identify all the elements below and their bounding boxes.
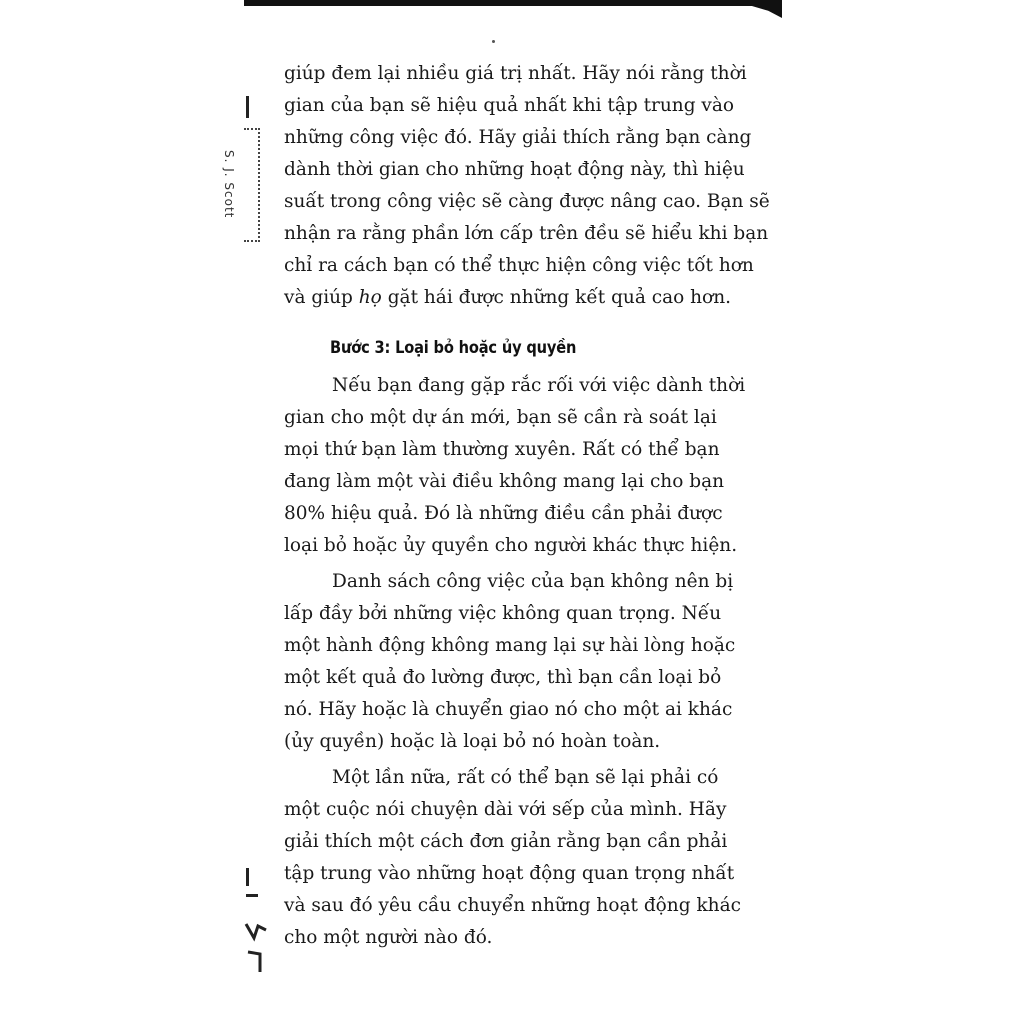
text-segment: và giúp xyxy=(284,287,359,308)
text-line: Một lần nữa, rất có thể bạn sẽ lại phải có xyxy=(332,767,719,788)
paragraph-2 xyxy=(284,566,744,758)
text-line: gian cho một dự án mới, bạn sẽ cần rà soát lại xyxy=(284,407,717,428)
text-line: một cuộc nói chuyện dài với sếp của mình. Hãy xyxy=(284,799,727,820)
text-line: 80% hiệu quả. Đó là những điều cần phải được xyxy=(284,503,723,524)
section-heading: Bước 3: Loại bỏ hoặc ủy quyền xyxy=(330,338,577,358)
paragraph-continued xyxy=(284,58,770,314)
text-line: Danh sách công việc của bạn không nên bị xyxy=(332,571,734,592)
text-line: tập trung vào những hoạt động quan trọng nhất xyxy=(284,863,735,884)
margin-author-label: S. J. Scott xyxy=(222,150,236,219)
text-line: một hành động không mang lại sự hài lòng hoặc xyxy=(284,635,736,656)
text-line xyxy=(284,282,744,314)
page-top-edge xyxy=(244,0,764,6)
text-line: nhận ra rằng phần lớn cấp trên đều sẽ hiểu khi bạn xyxy=(284,223,769,244)
text-line: lấp đầy bởi những việc không quan trọng. Nếu xyxy=(284,603,722,624)
text-line: giúp đem lại nhiều giá trị nhất. Hãy nói rằng thời xyxy=(284,63,747,84)
text-line: nó. Hãy hoặc là chuyển giao nó cho một ai khác xyxy=(284,699,733,720)
text-line: dành thời gian cho những hoạt động này, thì hiệu xyxy=(284,159,745,180)
text-segment: gặt hái được những kết quả cao hơn. xyxy=(381,287,731,308)
text-line: gian của bạn sẽ hiệu quả nhất khi tập trung vào xyxy=(284,95,735,116)
ink-speck xyxy=(492,40,495,43)
margin-tab xyxy=(244,128,260,242)
paragraph-1 xyxy=(284,370,744,562)
text-line: đang làm một vài điều không mang lại cho bạn xyxy=(284,471,725,492)
text-line: cho một người nào đó. xyxy=(284,927,493,948)
text-line: (ủy quyền) hoặc là loại bỏ nó hoàn toàn. xyxy=(284,731,661,752)
text-line: loại bỏ hoặc ủy quyền cho người khác thực hiện. xyxy=(284,535,738,556)
margin-bar xyxy=(246,96,249,118)
running-figure-icon xyxy=(244,868,268,978)
text-line: một kết quả đo lường được, thì bạn cần loại bỏ xyxy=(284,667,722,688)
text-line: những công việc đó. Hãy giải thích rằng bạn càng xyxy=(284,127,752,148)
text-line: giải thích một cách đơn giản rằng bạn cần phải xyxy=(284,831,728,852)
body-text xyxy=(284,58,770,954)
emphasis-word: họ xyxy=(358,287,382,308)
text-line: mọi thứ bạn làm thường xuyên. Rất có thể bạn xyxy=(284,439,720,460)
text-line: suất trong công việc sẽ càng được nâng cao. Bạn sẽ xyxy=(284,191,770,212)
text-line: và sau đó yêu cầu chuyển những hoạt động khác xyxy=(284,895,741,916)
text-line: chỉ ra cách bạn có thể thực hiện công việc tốt hơn xyxy=(284,255,754,276)
paragraph-3 xyxy=(284,762,744,954)
text-line: Nếu bạn đang gặp rắc rối với việc dành thời xyxy=(332,375,746,396)
